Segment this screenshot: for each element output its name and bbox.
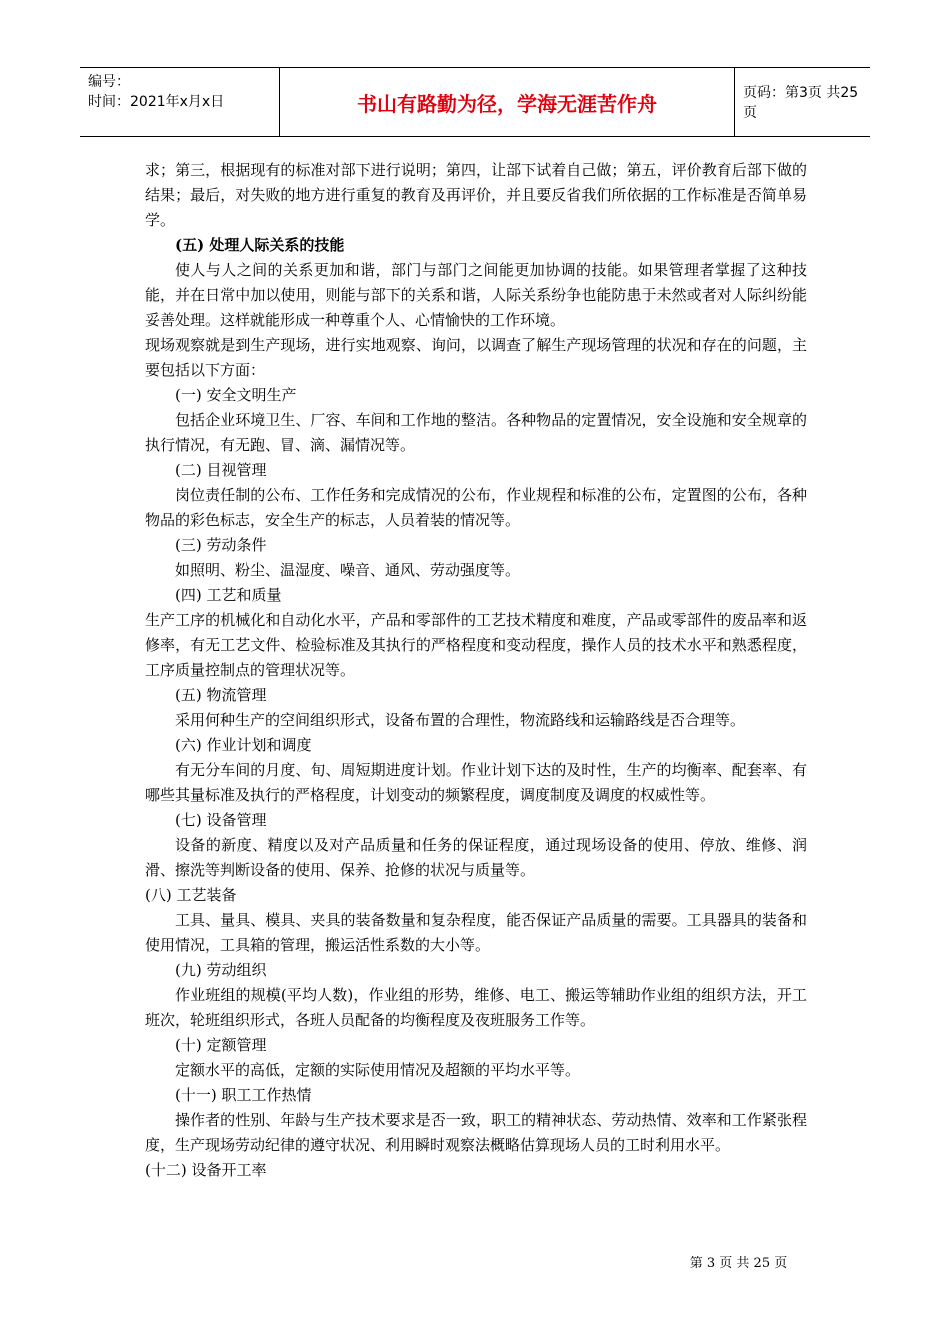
paragraph: 作业班组的规模(平均人数)，作业组的形势，维修、电工、搬运等辅助作业组的组织方法，开工班次，轮班组织形式，各班人员配备的均衡程度及夜班服务工作等。 bbox=[145, 986, 807, 1029]
paragraph: (七) 设备管理 bbox=[175, 811, 267, 829]
paragraph: 使人与人之间的关系更加和谐，部门与部门之间能更加协调的技能。如果管理者掌握了这种技能，并在日常中加以使用，则能与部下的关系和谐，人际关系纷争也能防患于未然或者对人际纠纷能妥善处理。这样就能形成一种尊重个人、心情愉快的工作环境。 bbox=[145, 261, 807, 329]
header-info-cell bbox=[80, 68, 280, 136]
page-footer bbox=[0, 1252, 950, 1271]
paragraph: 求；第三，根据现有的标准对部下进行说明；第四，让部下试着自己做；第五，评价教育后部下做的结果；最后，对失败的地方进行重复的教育及再评价，并且要反省我们所依据的工作标准是否简单易学。 bbox=[145, 161, 807, 229]
header-page-label: 页码：第3页 共25页 bbox=[743, 85, 859, 121]
footer-page-number: 第 3 页 共 25 页 bbox=[689, 1256, 788, 1271]
paragraph: (十二) 设备开工率 bbox=[145, 1161, 267, 1179]
section-heading: (五) 处理人际关系的技能 bbox=[175, 236, 345, 254]
paragraph: (三) 劳动条件 bbox=[175, 536, 267, 554]
paragraph: (八) 工艺装备 bbox=[145, 886, 237, 904]
paragraph: (六) 作业计划和调度 bbox=[175, 736, 312, 754]
paragraph: 设备的新度、精度以及对产品质量和任务的保证程度，通过现场设备的使用、停放、维修、润滑、擦洗等判断设备的使用、保养、抢修的状况与质量等。 bbox=[145, 836, 807, 879]
paragraph: (四) 工艺和质量 bbox=[175, 586, 282, 604]
paragraph: (五) 物流管理 bbox=[175, 686, 267, 704]
paragraph: 采用何种生产的空间组织形式，设备布置的合理性，物流路线和运输路线是否合理等。 bbox=[175, 711, 746, 729]
paragraph: (二) 目视管理 bbox=[175, 461, 267, 479]
paragraph: 工具、量具、模具、夹具的装备数量和复杂程度，能否保证产品质量的需要。工具器具的装备和使用情况，工具箱的管理，搬运活性系数的大小等。 bbox=[145, 911, 807, 954]
paragraph: (十) 定额管理 bbox=[175, 1036, 267, 1054]
paragraph: (九) 劳动组织 bbox=[175, 961, 267, 979]
paragraph: 包括企业环境卫生、厂容、车间和工作地的整洁。各种物品的定置情况，安全设施和安全规章的执行情况，有无跑、冒、滴、漏情况等。 bbox=[145, 411, 807, 454]
paragraph: 定额水平的高低，定额的实际使用情况及超额的平均水平等。 bbox=[175, 1061, 581, 1079]
paragraph: 生产工序的机械化和自动化水平，产品和零部件的工艺技术精度和难度，产品或零部件的废品率和返修率，有无工艺文件、检验标准及其执行的严格程度和变动程度，操作人员的技术水平和熟悉程度，工序质量控制点的管理状况等。 bbox=[145, 611, 807, 679]
paragraph: (一) 安全文明生产 bbox=[175, 386, 297, 404]
document-body bbox=[145, 158, 807, 1183]
paragraph: 操作者的性别、年龄与生产技术要求是否一致，职工的精神状态、劳动热情、效率和工作紧张程度，生产现场劳动纪律的遵守状况、利用瞬时观察法概略估算现场人员的工时利用水平。 bbox=[145, 1111, 807, 1154]
paragraph: (十一) 职工工作热情 bbox=[175, 1086, 312, 1104]
paragraph: 有无分车间的月度、旬、周短期进度计划。作业计划下达的及时性，生产的均衡率、配套率、有哪些其量标准及执行的严格程度，计划变动的频繁程度，调度制度及调度的权威性等。 bbox=[145, 761, 807, 804]
document-date-label: 时间：2021年x月x日 bbox=[88, 94, 225, 110]
header-motto: 书山有路勤为径，学海无涯苦作舟 bbox=[280, 68, 735, 136]
page-header bbox=[80, 67, 870, 137]
paragraph: 岗位责任制的公布、工作任务和完成情况的公布，作业规程和标准的公布，定置图的公布，各种物品的彩色标志，安全生产的标志，人员着装的情况等。 bbox=[145, 486, 807, 529]
document-number-label: 编号： bbox=[88, 74, 130, 90]
paragraph: 现场观察就是到生产现场，进行实地观察、询问，以调查了解生产现场管理的状况和存在的问题，主要包括以下方面： bbox=[145, 336, 807, 379]
paragraph: 如照明、粉尘、温湿度、噪音、通风、劳动强度等。 bbox=[175, 561, 521, 579]
